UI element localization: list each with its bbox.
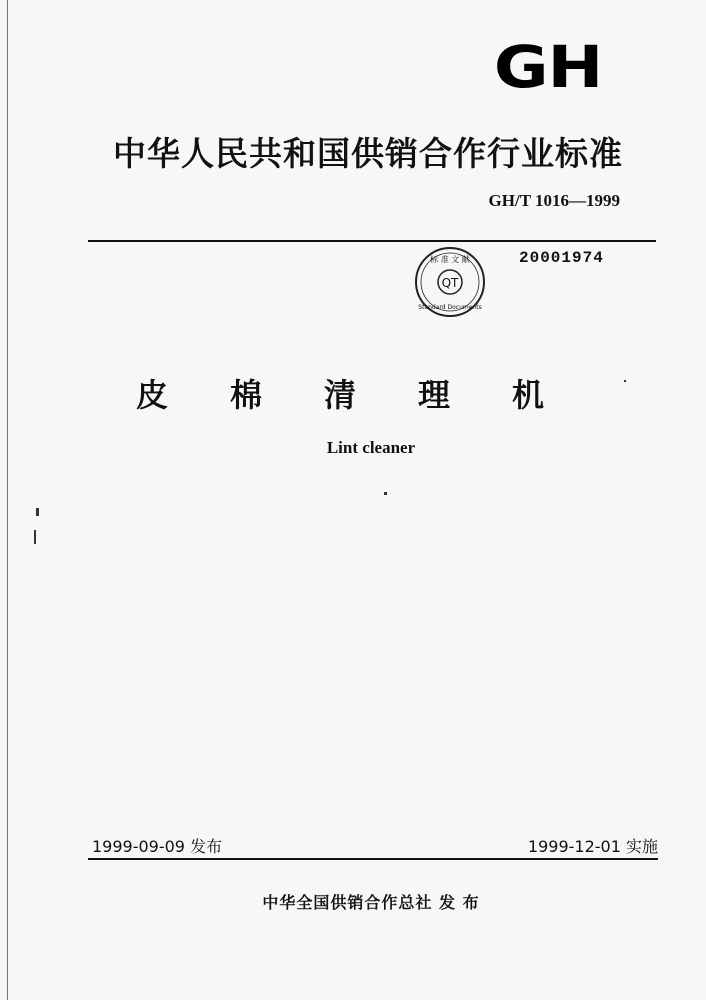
publisher: 中华全国供销合作总社 发 布 bbox=[262, 893, 480, 912]
issue-date: 1999-09-09 发布 bbox=[92, 837, 223, 856]
archive-serial-number: 20001974 bbox=[519, 249, 604, 267]
implementation-date: 1999-12-01 实施 bbox=[527, 837, 658, 856]
document-title-english: Lint cleaner bbox=[326, 438, 416, 457]
scan-speck bbox=[384, 492, 387, 495]
org-title: 中华人民共和国供销合作行业标准 bbox=[113, 134, 623, 173]
footer-rule bbox=[88, 858, 658, 860]
header-rule bbox=[88, 240, 656, 242]
svg-text:标 准 文 献: 标 准 文 献 bbox=[430, 255, 470, 264]
document-title-chinese: 皮棉清理机 bbox=[135, 376, 606, 414]
scan-speck bbox=[34, 530, 36, 544]
svg-text:Standard Documents: Standard Documents bbox=[418, 304, 482, 311]
scan-speck bbox=[36, 508, 39, 516]
standard-documents-seal-icon bbox=[414, 246, 486, 318]
gh-logo: GH bbox=[493, 33, 602, 101]
standard-number: GH/T 1016—1999 bbox=[488, 191, 620, 210]
svg-text:QT: QT bbox=[441, 276, 459, 290]
